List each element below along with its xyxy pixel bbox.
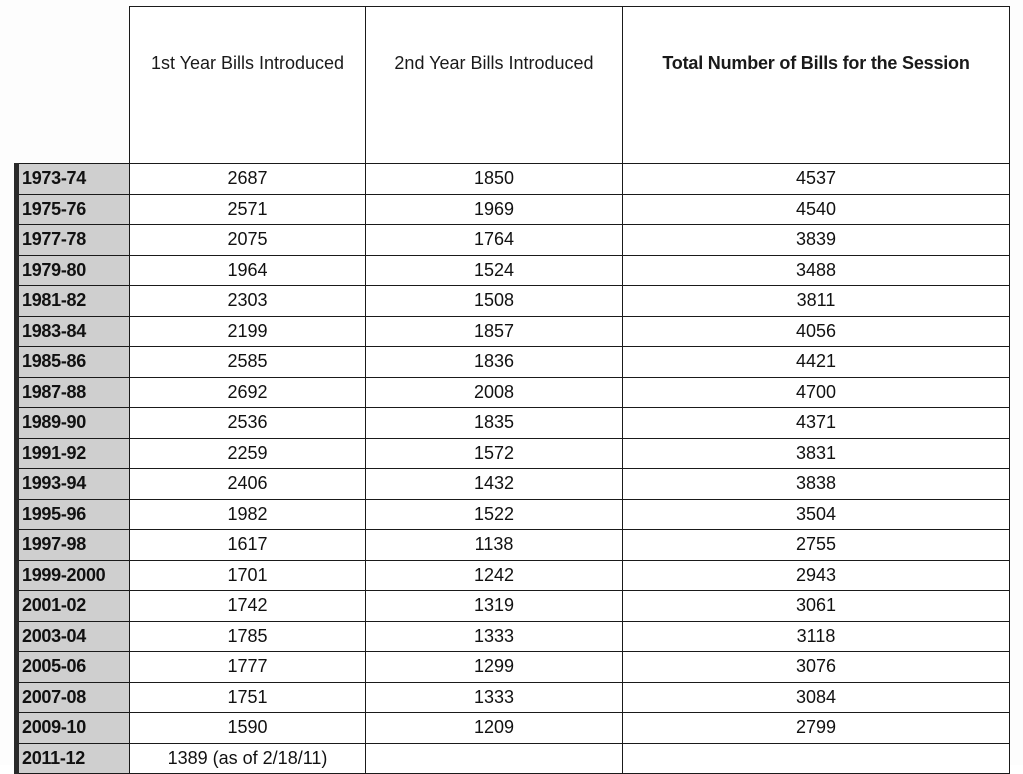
total-cell: 2755 <box>623 530 1010 561</box>
header-first-year: 1st Year Bills Introduced <box>130 7 366 164</box>
header-total: Total Number of Bills for the Session <box>623 7 1010 164</box>
session-cell: 1983-84 <box>17 316 130 347</box>
table-row <box>17 530 1010 561</box>
total-cell: 3839 <box>623 225 1010 256</box>
session-cell: 1989-90 <box>17 408 130 439</box>
table-row <box>17 225 1010 256</box>
session-cell: 2007-08 <box>17 682 130 713</box>
session-cell: 2011-12 <box>17 743 130 774</box>
total-cell: 3488 <box>623 255 1010 286</box>
table-row <box>17 682 1010 713</box>
total-cell: 3061 <box>623 591 1010 622</box>
second-year-cell: 1835 <box>366 408 623 439</box>
first-year-cell: 1701 <box>130 560 366 591</box>
total-cell: 3076 <box>623 652 1010 683</box>
first-year-cell: 2692 <box>130 377 366 408</box>
table-row <box>17 255 1010 286</box>
first-year-cell: 2406 <box>130 469 366 500</box>
header-row <box>17 7 1010 164</box>
first-year-cell: 2199 <box>130 316 366 347</box>
table-row <box>17 652 1010 683</box>
table-row <box>17 499 1010 530</box>
first-year-cell: 2536 <box>130 408 366 439</box>
table-row <box>17 469 1010 500</box>
table-row <box>17 316 1010 347</box>
total-cell: 4371 <box>623 408 1010 439</box>
table-row <box>17 591 1010 622</box>
total-cell: 4700 <box>623 377 1010 408</box>
session-cell: 2009-10 <box>17 713 130 744</box>
second-year-cell: 1522 <box>366 499 623 530</box>
total-cell: 4540 <box>623 194 1010 225</box>
second-year-cell: 1850 <box>366 164 623 195</box>
session-cell: 1997-98 <box>17 530 130 561</box>
first-year-cell: 2259 <box>130 438 366 469</box>
session-cell: 1973-74 <box>17 164 130 195</box>
session-cell: 1975-76 <box>17 194 130 225</box>
total-cell: 3084 <box>623 682 1010 713</box>
total-cell: 3831 <box>623 438 1010 469</box>
total-cell: 4056 <box>623 316 1010 347</box>
table-row <box>17 560 1010 591</box>
session-cell: 1993-94 <box>17 469 130 500</box>
table-row <box>17 194 1010 225</box>
table-row <box>17 713 1010 744</box>
session-cell: 1999-2000 <box>17 560 130 591</box>
second-year-cell: 1857 <box>366 316 623 347</box>
second-year-cell <box>366 743 623 774</box>
table-row <box>17 621 1010 652</box>
second-year-cell: 2008 <box>366 377 623 408</box>
second-year-cell: 1242 <box>366 560 623 591</box>
total-cell: 3118 <box>623 621 1010 652</box>
total-cell: 2943 <box>623 560 1010 591</box>
total-cell: 4537 <box>623 164 1010 195</box>
first-year-cell: 1777 <box>130 652 366 683</box>
second-year-cell: 1333 <box>366 621 623 652</box>
second-year-cell: 1432 <box>366 469 623 500</box>
table-row <box>17 408 1010 439</box>
first-year-cell: 2571 <box>130 194 366 225</box>
first-year-cell: 1964 <box>130 255 366 286</box>
session-cell: 1977-78 <box>17 225 130 256</box>
total-cell: 3811 <box>623 286 1010 317</box>
second-year-cell: 1138 <box>366 530 623 561</box>
second-year-cell: 1572 <box>366 438 623 469</box>
table-row <box>17 743 1010 774</box>
second-year-cell: 1299 <box>366 652 623 683</box>
header-second-year: 2nd Year Bills Introduced <box>366 7 623 164</box>
corner-cell <box>17 7 130 164</box>
first-year-cell: 1389 (as of 2/18/11) <box>130 743 366 774</box>
session-cell: 2001-02 <box>17 591 130 622</box>
table-row <box>17 377 1010 408</box>
table-row <box>17 286 1010 317</box>
second-year-cell: 1969 <box>366 194 623 225</box>
table-row <box>17 438 1010 469</box>
session-cell: 1995-96 <box>17 499 130 530</box>
total-cell: 2799 <box>623 713 1010 744</box>
session-cell: 1991-92 <box>17 438 130 469</box>
total-cell <box>623 743 1010 774</box>
second-year-cell: 1508 <box>366 286 623 317</box>
session-cell: 1981-82 <box>17 286 130 317</box>
table-row <box>17 164 1010 195</box>
first-year-cell: 2687 <box>130 164 366 195</box>
second-year-cell: 1836 <box>366 347 623 378</box>
session-cell: 1985-86 <box>17 347 130 378</box>
second-year-cell: 1209 <box>366 713 623 744</box>
session-cell: 1979-80 <box>17 255 130 286</box>
session-cell: 2005-06 <box>17 652 130 683</box>
second-year-cell: 1524 <box>366 255 623 286</box>
first-year-cell: 2303 <box>130 286 366 317</box>
second-year-cell: 1319 <box>366 591 623 622</box>
first-year-cell: 1742 <box>130 591 366 622</box>
first-year-cell: 1982 <box>130 499 366 530</box>
bills-table <box>14 6 1010 774</box>
table-row <box>17 347 1010 378</box>
first-year-cell: 1751 <box>130 682 366 713</box>
first-year-cell: 1590 <box>130 713 366 744</box>
second-year-cell: 1764 <box>366 225 623 256</box>
total-cell: 3504 <box>623 499 1010 530</box>
second-year-cell: 1333 <box>366 682 623 713</box>
session-cell: 1987-88 <box>17 377 130 408</box>
total-cell: 3838 <box>623 469 1010 500</box>
first-year-cell: 2075 <box>130 225 366 256</box>
session-cell: 2003-04 <box>17 621 130 652</box>
first-year-cell: 2585 <box>130 347 366 378</box>
total-cell: 4421 <box>623 347 1010 378</box>
first-year-cell: 1785 <box>130 621 366 652</box>
first-year-cell: 1617 <box>130 530 366 561</box>
